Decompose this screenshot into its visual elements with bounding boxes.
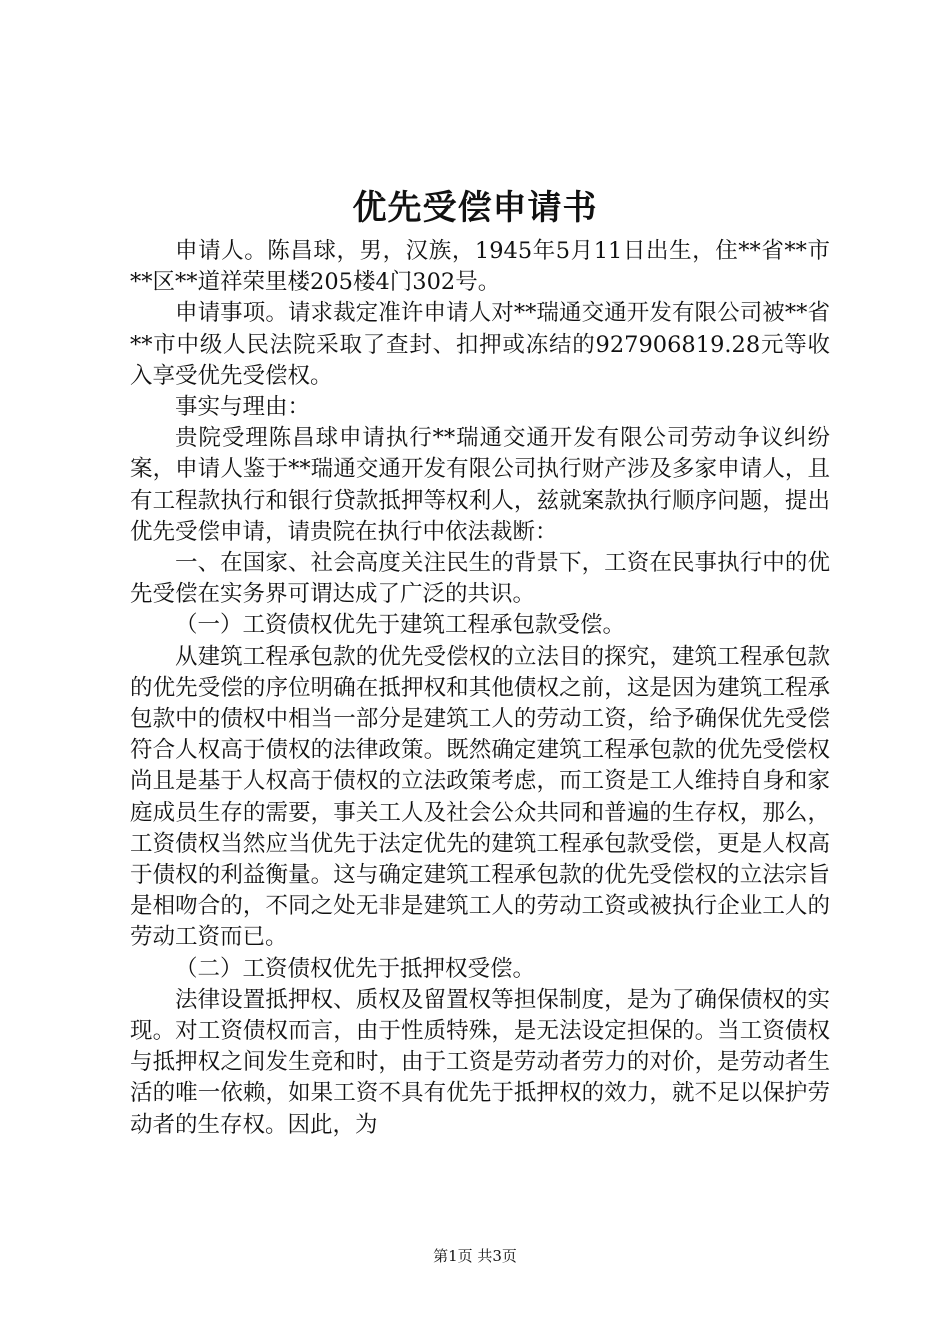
paragraph-subheading-two: （二）工资债权优先于抵押权受偿。	[175, 955, 536, 982]
document-body	[130, 236, 830, 1141]
paragraph-mortgage: 法律设置抵押权、质权及留置权等担保制度，是为了确保债权的实现。对工资债权而言，由于性质特殊，是无法设定担保的。当工资债权与抵押权之间发生竞和时，由于工资是劳动者劳力的对价，是劳动者生活的唯一依赖，如果工资不具有优先于抵押权的效力，就不足以保护劳动者的生存权。因此，为	[130, 986, 830, 1138]
paragraph-case-intro: 贵院受理陈昌球申请执行**瑞通交通开发有限公司劳动争议纠纷案，申请人鉴于**瑞通交通开发有限公司执行财产涉及多家申请人，且有工程款执行和银行贷款抵押等权利人，兹就案款执行顺序问题，提出优先受偿申请，请贵院在执行中依法裁断：	[130, 425, 830, 545]
paragraph-facts-heading: 事实与理由：	[175, 394, 311, 421]
paragraph-request: 申请事项。请求裁定准许申请人对**瑞通交通开发有限公司被**省**市中级人民法院采取了查封、扣押或冻结的927906819.28元等收入享受优先受偿权。	[130, 300, 830, 389]
paragraph-construction-payment: 从建筑工程承包款的优先受偿权的立法目的探究，建筑工程承包款的优先受偿的序位明确在抵押权和其他债权之前，这是因为建筑工程承包款中的债权中相当一部分是建筑工人的劳动工资，给予确保优先受偿符合人权高于债权的法律政策。既然确定建筑工程承包款的优先受偿权尚且是基于人权高于债权的立法政策考虑，而工资是工人维持自身和家庭成员生存的需要，事关工人及社会公众共同和普遍的生存权，那么，工资债权当然应当优先于法定优先的建筑工程承包款受偿，更是人权高于债权的利益衡量。这与确定建筑工程承包款的优先受偿权的立法宗旨是相吻合的，不同之处无非是建筑工人的劳动工资或被执行企业工人的劳动工资而已。	[130, 643, 830, 951]
paragraph-section-one: 一、在国家、社会高度关注民生的背景下，工资在民事执行中的优先受偿在实务界可谓达成了广泛的共识。	[130, 550, 830, 608]
document-title: 优先受偿申请书	[352, 188, 598, 228]
page-footer: 第1页 共3页	[433, 1247, 517, 1265]
paragraph-subheading-one: （一）工资债权优先于建筑工程承包款受偿。	[175, 612, 626, 639]
paragraph-applicant: 申请人。陈昌球，男，汉族，1945年5月11日出生，住**省**市**区**道祥荣里楼205楼4门302号。	[130, 238, 830, 296]
